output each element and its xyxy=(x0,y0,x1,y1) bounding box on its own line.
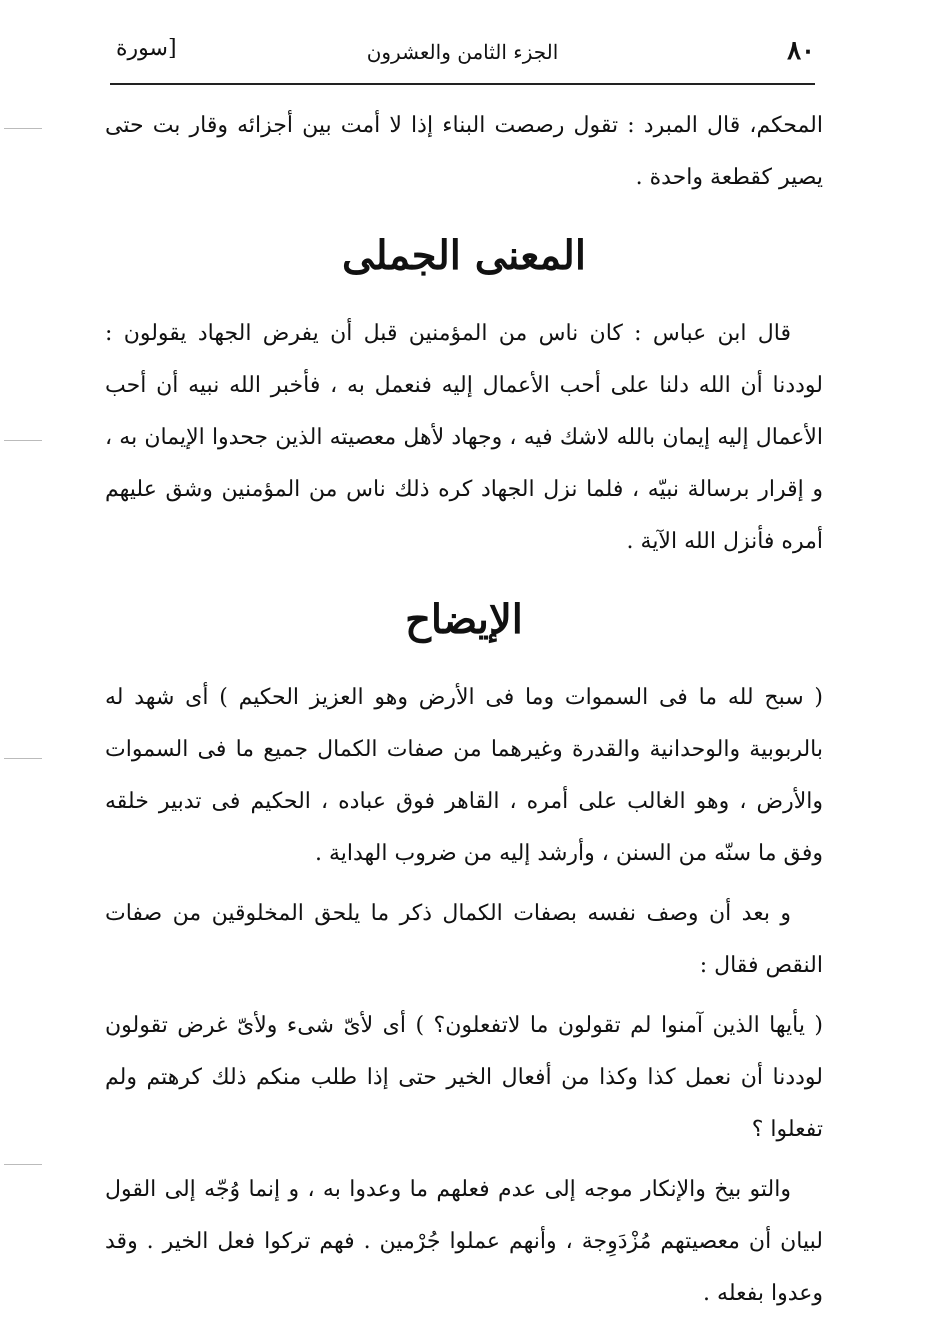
paragraph-occasion: قال ابن عباس : كان ناس من المؤمنين قبل أن يفرض الجهاد يقولون : لوددنا أن الله دلنا على أحب الأعمال إليه فنعمل به ، فأخبر الله نبيه أن أحب الأعمال إليه إيمان بالله لاشك فيه ، وجهاد لأهل معصيته الذين جحدوا الإيمان به ، و إقرار برسالة نبيّه ، فلما نزل الجهاد كره ذلك ناس من المؤمنين وشق عليهم أمره فأنزل الله الآية . xyxy=(105,321,824,554)
page-body xyxy=(105,100,823,1320)
scan-mark xyxy=(4,758,42,759)
section-heading-general-meaning: المعنى الجملى xyxy=(342,232,586,279)
section-heading-explanation: الإيضاح xyxy=(405,596,523,643)
scan-mark xyxy=(4,440,42,441)
page-header xyxy=(110,32,815,78)
surah-label: [سورة xyxy=(116,36,177,61)
paragraph-verse-1: ( سبح لله ما فى السموات وما فى الأرض وهو العزيز الحكيم ) أى شهد له بالربوبية والوحدانية والقدرة وغيرهما من صفات الكمال جميع ما فى السموات والأرض ، وهو الغالب على أمره ، القاهر فوق عباده ، الحكيم فى تدبير خلقه وفق ما سنّه من السنن ، وأرشد إليه من ضروب الهداية . xyxy=(105,685,823,866)
running-title: الجزء الثامن والعشرون xyxy=(366,40,559,64)
paragraph-transition: و بعد أن وصف نفسه بصفات الكمال ذكر ما يلحق المخلوقين من صفات النقص فقال : xyxy=(105,901,823,978)
header-divider xyxy=(110,83,815,85)
paragraph-rebuke: والتو بيخ والإنكار موجه إلى عدم فعلهم ما وعدوا به ، و إنما وُجّه إلى القول لبيان أن معصيتهم مُزْدَوِجة ، وأنهم عملوا جُرْمين . فهم تركوا فعل الخير . وقد وعدوا بفعله . xyxy=(105,1177,823,1306)
paragraph-intro: المحكم، قال المبرد : تقول رصصت البناء إذا لا أمت بين أجزائه وقار بت حتى يصير كقطعة واحدة . xyxy=(105,113,823,190)
page-number: ٨٠ xyxy=(787,36,815,66)
scan-mark xyxy=(4,1164,42,1165)
scan-mark xyxy=(4,128,42,129)
paragraph-verse-2: ( يأيها الذين آمنوا لم تقولون ما لاتفعلون؟ ) أى لأىّ شىء ولأىّ غرض تقولون لوددنا أن نعمل كذا وكذا من أفعال الخير حتى إذا طلب منكم ذلك كرهتم ولم تفعلوا ؟ xyxy=(105,1013,823,1142)
